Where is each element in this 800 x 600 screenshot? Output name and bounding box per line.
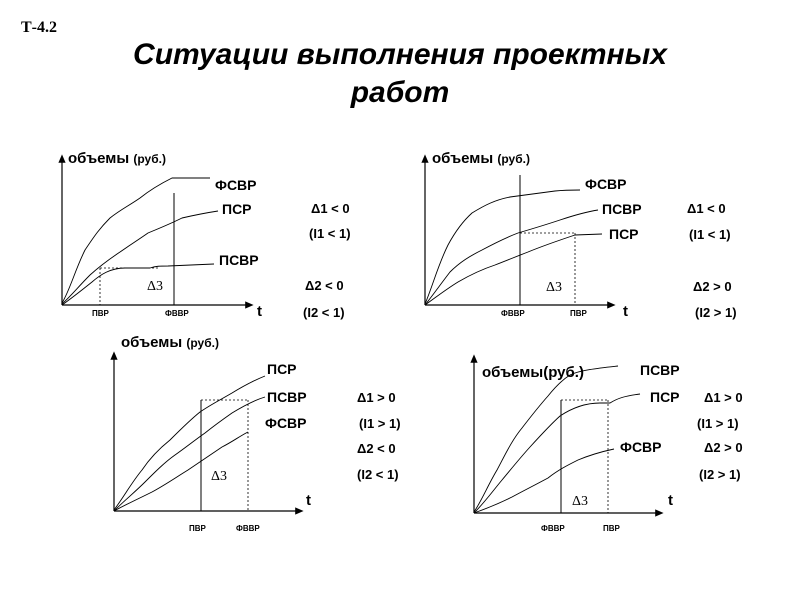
curve-psr	[474, 394, 640, 513]
slide-number: Т-4.2	[21, 19, 57, 36]
y-axis-label: объемы (руб.)	[432, 150, 530, 167]
condition-2: (I1 > 1)	[359, 416, 401, 431]
delta3-label: Δ3	[572, 494, 589, 509]
curve-label-psvr: ПСВР	[640, 362, 680, 378]
x-axis-label: t	[623, 303, 628, 320]
condition-1: Δ1 < 0	[311, 201, 350, 216]
x-axis-label: t	[668, 492, 673, 509]
condition-3: Δ2 > 0	[693, 279, 732, 294]
delta3-label: Δ3	[546, 280, 563, 295]
condition-4: (I2 < 1)	[357, 467, 399, 482]
condition-2: (I1 < 1)	[689, 227, 731, 242]
condition-4: (I2 < 1)	[303, 305, 345, 320]
y-axis-label: объемы (руб.)	[68, 150, 166, 167]
delta3-label: Δ3	[211, 469, 228, 484]
y-axis-label: объемы (руб.)	[121, 334, 219, 351]
tick-label-pvr: ПВР	[570, 309, 587, 318]
curve-fsvr	[114, 432, 248, 511]
panel-bottom-left	[114, 334, 401, 533]
panel-top-right	[425, 150, 737, 320]
curve-fsvr	[62, 178, 210, 303]
title-line-2: работ	[350, 76, 450, 109]
curve-label-psr: ПСР	[267, 361, 297, 377]
curve-psvr	[474, 366, 618, 512]
curve-label-fsvr: ФСВР	[265, 415, 307, 431]
delta3-label: Δ3	[147, 279, 164, 294]
x-axis-label: t	[257, 303, 262, 320]
condition-1: Δ1 > 0	[357, 390, 396, 405]
curve-psvr	[114, 397, 265, 511]
x-axis-label: t	[306, 492, 311, 509]
curve-label-fsvr: ФСВР	[215, 177, 257, 193]
curve-label-fsvr: ФСВР	[620, 439, 662, 455]
condition-3: Δ2 < 0	[357, 441, 396, 456]
curve-label-psr: ПСР	[609, 226, 639, 242]
tick-label-pvr: ПВР	[92, 309, 109, 318]
curve-psvr	[425, 210, 598, 305]
curve-psvr	[62, 264, 214, 305]
title-line-1: Ситуации выполнения проектных	[133, 38, 667, 71]
tick-label-pvr: ПВР	[603, 524, 620, 533]
curve-psr	[62, 211, 218, 304]
curve-label-psr: ПСР	[650, 389, 680, 405]
condition-1: Δ1 < 0	[687, 201, 726, 216]
curve-label-psvr: ПСВР	[602, 201, 642, 217]
tick-label-fvvr: ФВВР	[236, 524, 260, 533]
condition-3: Δ2 < 0	[305, 278, 344, 293]
tick-label-fvvr: ФВВР	[501, 309, 525, 318]
condition-1: Δ1 > 0	[704, 390, 743, 405]
tick-label-fvvr: ФВВР	[165, 309, 189, 318]
y-axis-label: объемы(руб.)	[482, 364, 584, 381]
condition-4: (I2 > 1)	[699, 467, 741, 482]
curve-label-psvr: ПСВР	[219, 252, 259, 268]
curve-label-fsvr: ФСВР	[585, 176, 627, 192]
panel-top-left	[62, 150, 351, 320]
curve-label-psvr: ПСВР	[267, 389, 307, 405]
tick-label-pvr: ПВР	[189, 524, 206, 533]
condition-2: (I1 < 1)	[309, 226, 351, 241]
condition-3: Δ2 > 0	[704, 440, 743, 455]
curve-label-psr: ПСР	[222, 201, 252, 217]
condition-4: (I2 > 1)	[695, 305, 737, 320]
curve-fsvr	[474, 449, 614, 513]
condition-2: (I1 > 1)	[697, 416, 739, 431]
tick-label-fvvr: ФВВР	[541, 524, 565, 533]
panel-bottom-right	[474, 358, 743, 533]
curve-psr	[425, 234, 602, 305]
